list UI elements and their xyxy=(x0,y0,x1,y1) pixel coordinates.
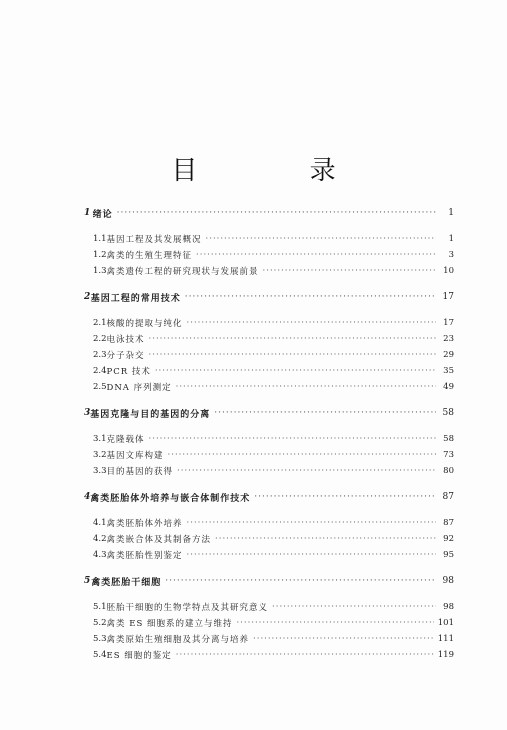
entry-title: 基因工程及其发展概况 xyxy=(106,235,202,245)
toc-chapter-entry xyxy=(84,289,454,305)
toc-section-entry xyxy=(84,363,454,379)
entry-page-number: 49 xyxy=(443,382,454,392)
toc-section-entry xyxy=(84,379,454,395)
entry-page-number: 95 xyxy=(443,550,454,560)
dot-leader xyxy=(236,618,433,628)
entry-page-number: 23 xyxy=(443,334,454,344)
toc-section-entry xyxy=(84,463,454,479)
entry-number: 3.2 xyxy=(93,450,107,460)
toc-section-entry xyxy=(84,431,454,447)
entry-title: 禽类胚胎体外培养与嵌合体制作技术 xyxy=(90,493,251,504)
toc-chapter-entry xyxy=(84,405,454,421)
dot-leader xyxy=(215,534,436,544)
entry-number: 1.2 xyxy=(93,250,107,260)
entry-page-number: 58 xyxy=(443,434,454,444)
entry-number: 5.4 xyxy=(93,650,107,660)
toc-chapter-entry xyxy=(84,489,454,505)
toc-chapter-entry xyxy=(84,205,454,221)
entry-page-number: 119 xyxy=(437,650,454,660)
entry-number: 2.3 xyxy=(93,350,107,360)
toc-section-entry xyxy=(84,263,454,279)
entry-page-number: 1 xyxy=(448,234,454,244)
toc-section-entry xyxy=(84,615,454,631)
entry-page-number: 3 xyxy=(448,250,454,260)
entry-page-number: 87 xyxy=(442,492,454,502)
dot-leader xyxy=(196,250,436,260)
dot-leader xyxy=(253,634,434,644)
dot-leader xyxy=(149,350,436,360)
toc-section-entry xyxy=(84,515,454,531)
entry-title: 目的基因的获得 xyxy=(106,467,174,477)
entry-page-number: 35 xyxy=(443,366,454,376)
entry-title: 基因文库构建 xyxy=(106,451,164,461)
entry-number: 4.2 xyxy=(93,534,107,544)
toc-section-entry xyxy=(84,447,454,463)
entry-title: 基因工程的常用技术 xyxy=(90,293,181,304)
entry-page-number: 58 xyxy=(442,408,454,418)
entry-title: 绪论 xyxy=(92,209,113,220)
entry-number: 3.1 xyxy=(93,434,107,444)
entry-title: DNA 序列测定 xyxy=(106,383,172,393)
dot-leader xyxy=(117,208,436,218)
dot-leader xyxy=(168,450,436,460)
page-title: 目 录 xyxy=(171,156,388,186)
dot-leader xyxy=(176,382,436,392)
toc-section-entry xyxy=(84,631,454,647)
entry-number: 3.3 xyxy=(93,466,107,476)
toc-section-entry xyxy=(84,547,454,563)
dot-leader xyxy=(206,234,436,244)
entry-number: 1.1 xyxy=(93,234,107,244)
entry-number: 1.3 xyxy=(93,266,107,276)
toc-section-entry xyxy=(84,531,454,547)
entry-number: 2.1 xyxy=(93,318,107,328)
entry-page-number: 1 xyxy=(448,208,454,218)
entry-number: 2.4 xyxy=(93,366,107,376)
entry-page-number: 92 xyxy=(443,534,454,544)
dot-leader xyxy=(149,434,436,444)
entry-number: 3 xyxy=(84,408,91,418)
toc-section-entry xyxy=(84,347,454,363)
entry-page-number: 98 xyxy=(443,602,454,612)
entry-title: 禽类胚胎体外培养 xyxy=(106,519,183,529)
dot-leader xyxy=(272,602,436,612)
entry-page-number: 101 xyxy=(437,618,454,628)
dot-leader xyxy=(165,576,436,586)
entry-number: 4 xyxy=(84,492,91,502)
entry-title: PCR 技术 xyxy=(106,367,151,377)
entry-page-number: 111 xyxy=(437,634,454,644)
dot-leader xyxy=(187,318,436,328)
entry-page-number: 10 xyxy=(443,266,454,276)
entry-number: 4.1 xyxy=(93,518,107,528)
dot-leader xyxy=(214,408,436,418)
entry-title: 禽类原始生殖细胞及其分离与培养 xyxy=(106,635,250,645)
entry-number: 1 xyxy=(84,208,91,218)
entry-title: 禽类胚胎性别鉴定 xyxy=(106,551,183,561)
entry-number: 5 xyxy=(84,576,91,586)
dot-leader xyxy=(187,518,436,528)
dot-leader xyxy=(187,550,436,560)
entry-title: 核酸的提取与纯化 xyxy=(106,319,183,329)
toc-section-entry xyxy=(84,231,454,247)
toc-section-entry xyxy=(84,331,454,347)
entry-page-number: 87 xyxy=(443,518,454,528)
entry-number: 4.3 xyxy=(93,550,107,560)
entry-page-number: 17 xyxy=(442,292,454,302)
dot-leader xyxy=(155,366,436,376)
entry-number: 5.3 xyxy=(93,634,107,644)
entry-title: 禽类嵌合体及其制备方法 xyxy=(106,535,212,545)
dot-leader xyxy=(263,266,436,276)
entry-title: 胚胎干细胞的生物学特点及其研究意义 xyxy=(106,603,269,613)
dot-leader xyxy=(177,466,436,476)
toc-section-entry xyxy=(84,247,454,263)
dot-leader xyxy=(149,334,436,344)
toc-section-entry xyxy=(84,647,454,663)
entry-title: 克隆载体 xyxy=(106,435,145,445)
entry-page-number: 98 xyxy=(442,576,454,586)
entry-title: 禽类的生殖生理特征 xyxy=(106,251,193,261)
entry-title: 基因克隆与目的基因的分离 xyxy=(90,409,211,420)
entry-title: 禽类遗传工程的研究现状与发展前景 xyxy=(106,267,259,277)
entry-page-number: 29 xyxy=(443,350,454,360)
entry-title: 禽类 ES 细胞系的建立与维持 xyxy=(106,619,233,629)
entry-number: 5.1 xyxy=(93,602,107,612)
entry-number: 2 xyxy=(84,292,91,302)
toc-chapter-entry xyxy=(84,573,454,589)
entry-number: 2.5 xyxy=(93,382,107,392)
entry-title: ES 细胞的鉴定 xyxy=(106,651,172,661)
toc-section-entry xyxy=(84,599,454,615)
entry-page-number: 80 xyxy=(443,466,454,476)
dot-leader xyxy=(185,292,436,302)
dot-leader xyxy=(176,650,434,660)
entry-number: 5.2 xyxy=(93,618,107,628)
entry-title: 分子杂交 xyxy=(106,351,145,361)
entry-page-number: 17 xyxy=(443,318,454,328)
entry-page-number: 73 xyxy=(443,450,454,460)
entry-title: 电泳技术 xyxy=(106,335,145,345)
toc-section-entry xyxy=(84,315,454,331)
entry-title: 禽类胚胎干细胞 xyxy=(91,577,162,588)
dot-leader xyxy=(254,492,436,502)
entry-number: 2.2 xyxy=(93,334,107,344)
